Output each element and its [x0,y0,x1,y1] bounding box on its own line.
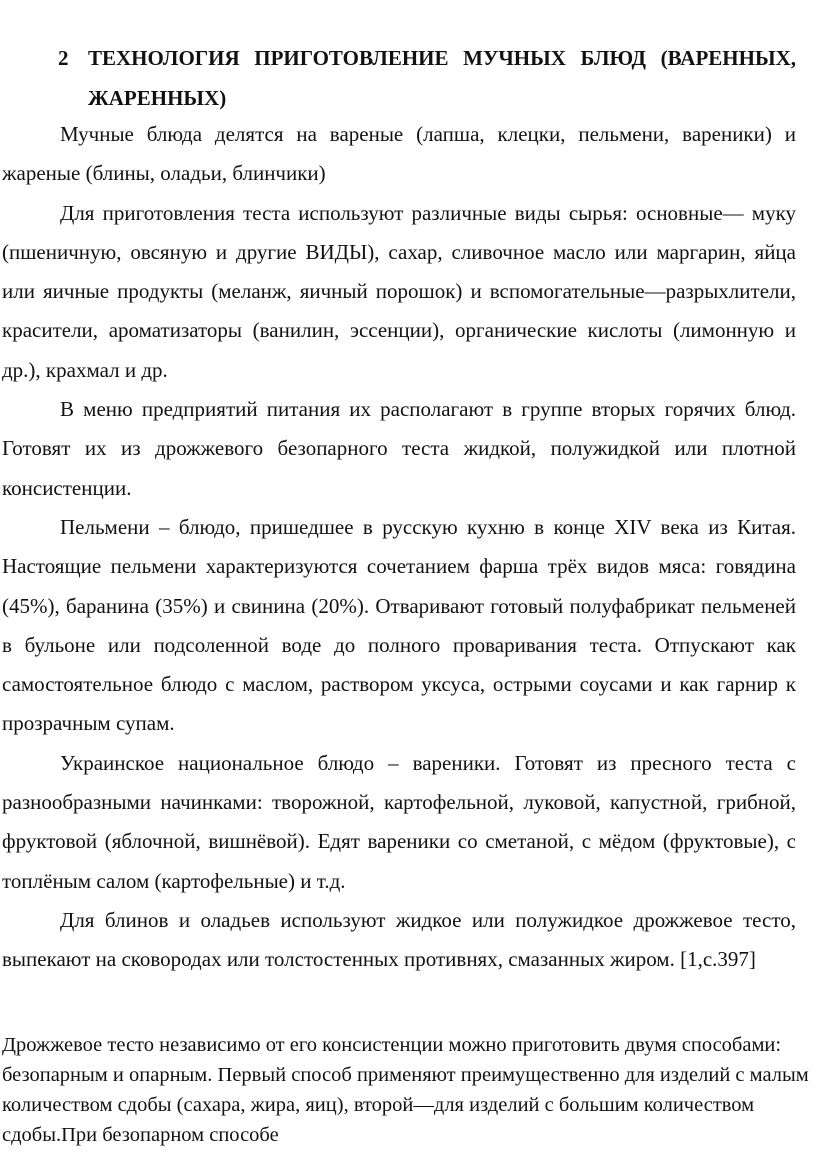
section-number: 2 [58,46,69,70]
paragraph-bliny: Для блинов и оладьев используют жидкое или полужидкое дрожжевое тесто, выпекают на сковородах или толстостенных противнях, смазанных жиром. [1,с.397] [2,907,796,972]
body-text [2,115,796,980]
paragraph-dish-types: Мучные блюда делятся на вареные (лапша, клецки, пельмени, вареники) и жареные (блины, оладьи, блинчики) [2,122,796,186]
paragraph-raw-materials: Для приготовления теста используют различные виды сырья: основные— муку (пшеничную, овсяную и другие ВИДЫ), сахар, сливочное масло или маргарин, яйца или яичные продукты (меланж, яичный порошок) и вспомогательные—разрыхлители, красители, ароматизаторы (ванилин, эссенции), органические кислоты (лимонную и др.), крахмал и др. [2,200,796,382]
paragraph-pelmeni: Пельмени – блюдо, пришедшее в русскую кухню в конце XIV века из Китая. Настоящие пельмени характеризуются сочетанием фарша трёх видов мяса: говядина (45%), баранина (35%) и свинина (20%). Отваривают готовый полуфабрикат пельменей в бульоне или подсоленной воде до полного проваривания теста. Отпускают как самостоятельное блюдо с маслом, раствором уксуса, острыми соусами и как гарнир к прозрачным супам. [2,514,796,736]
paragraph-vareniki: Украинское национальное блюдо – вареники. Готовят из пресного теста с разнообразными начинками: творожной, картофельной, луковой, капустной, грибной, фруктовой (яблочной, вишнёвой). Едят вареники со сметаной, с мёдом (фруктовые), с топлёным салом (картофельные) и т.д. [2,750,796,893]
paragraph-yeast-dough: Дрожжевое тесто независимо от его консистенции можно приготовить двумя способами: безопарным и опарным. Первый способ применяют преимущественно для изделий с малым количеством сдобы (сахара, жира, яиц), второй—для изделий с большим количеством сдобы.При безопарном способе [2,1034,809,1146]
section-heading [58,38,796,118]
paragraph-menu-placement: В меню предприятий питания их располагают в группе вторых горячих блюд. Готовят их из дрожжевого безопарного теста жидкой, полужидкой или плотной консистенции. [2,397,796,500]
section-title: ТЕХНОЛОГИЯ ПРИГОТОВЛЕНИЕ МУЧНЫХ БЛЮД (ВАРЕННЫХ, ЖАРЕННЫХ) [88,46,796,110]
